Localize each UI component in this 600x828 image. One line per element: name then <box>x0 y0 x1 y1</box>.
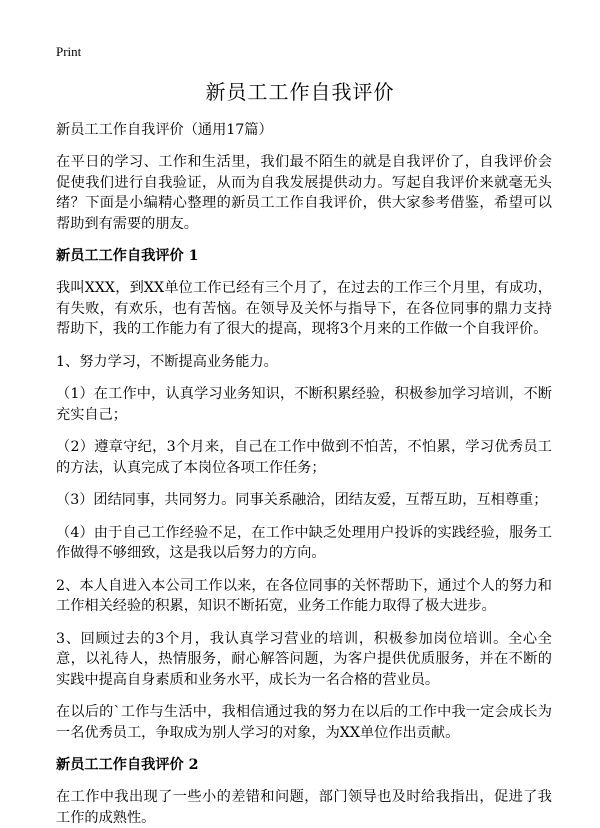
paragraph: （4）由于自己工作经验不足，在工作中缺乏处理用户投诉的实践经验，服务工作做得不够细致，这是我以后努力的方向。 <box>56 524 552 561</box>
section-heading: 新员工工作自我评价 1 <box>56 248 199 264</box>
paragraph: 2、本人自进入本公司工作以来，在各位同事的关怀帮助下，通过个人的努力和工作相关经验的积累，知识不断拓宽，业务工作能力取得了极大进步。 <box>56 577 552 614</box>
paragraph: （2）遵章守纪，3个月来，自己在工作中做到不怕苦，不怕累，学习优秀员工的方法，认真完成了本岗位各项工作任务； <box>56 439 552 476</box>
paragraph: 在工作中我出现了一些小的差错和问题，部门领导也及时给我指出，促进了我工作的成熟性。 <box>56 789 552 826</box>
paragraph: 在以后的`工作与生活中，我相信通过我的努力在以后的工作中我一定会成长为一名优秀员工，争取成为别人学习的对象，为XX单位作出贡献。 <box>56 704 552 741</box>
paragraph: 我叫XXX，到XX单位工作已经有三个月了，在过去的工作三个月里，有成功，有失败，有欢乐，也有苦恼。在领导及关怀与指导下，在各位同事的鼎力支持帮助下，我的工作能力有了很大的提高，现将3个月来的工作做一个自我评价。 <box>56 280 552 337</box>
section-2 <box>56 755 552 828</box>
paragraph: 3、回顾过去的3个月，我认真学习营业的培训，积极参加岗位培训。全心全意，以礼待人，热情服务，耐心解答问题，为客户提供优质服务，并在不断的实践中提高自身素质和业务水平，成长为一名合格的营业员。 <box>56 630 552 688</box>
intro-paragraph: 在平日的学习、工作和生活里，我们最不陌生的就是自我评价了，自我评价会促使我们进行自我验证，从而为自我发展提供动力。写起自我评价来就毫无头绪？下面是小编精心整理的新员工工作自我评价，供大家参考借鉴，希望可以帮助到有需要的朋友。 <box>56 154 552 232</box>
page-title: 新员工工作自我评价 <box>205 80 395 104</box>
paragraph: 1、努力学习，不断提高业务能力。 <box>56 353 278 370</box>
article-body <box>56 120 552 828</box>
paragraph: （3）团结同事，共同努力。同事关系融洽，团结友爱，互帮互助，互相尊重； <box>56 492 548 508</box>
section-heading: 新员工工作自我评价 2 <box>56 757 199 773</box>
paragraph: （1）在工作中，认真学习业务知识，不断积累经验，积极参加学习培训，不断充实自己； <box>56 386 552 423</box>
article-subtitle: 新员工工作自我评价（通用17篇） <box>56 122 273 138</box>
section-1 <box>56 246 552 743</box>
print-link[interactable]: Print <box>56 44 82 59</box>
